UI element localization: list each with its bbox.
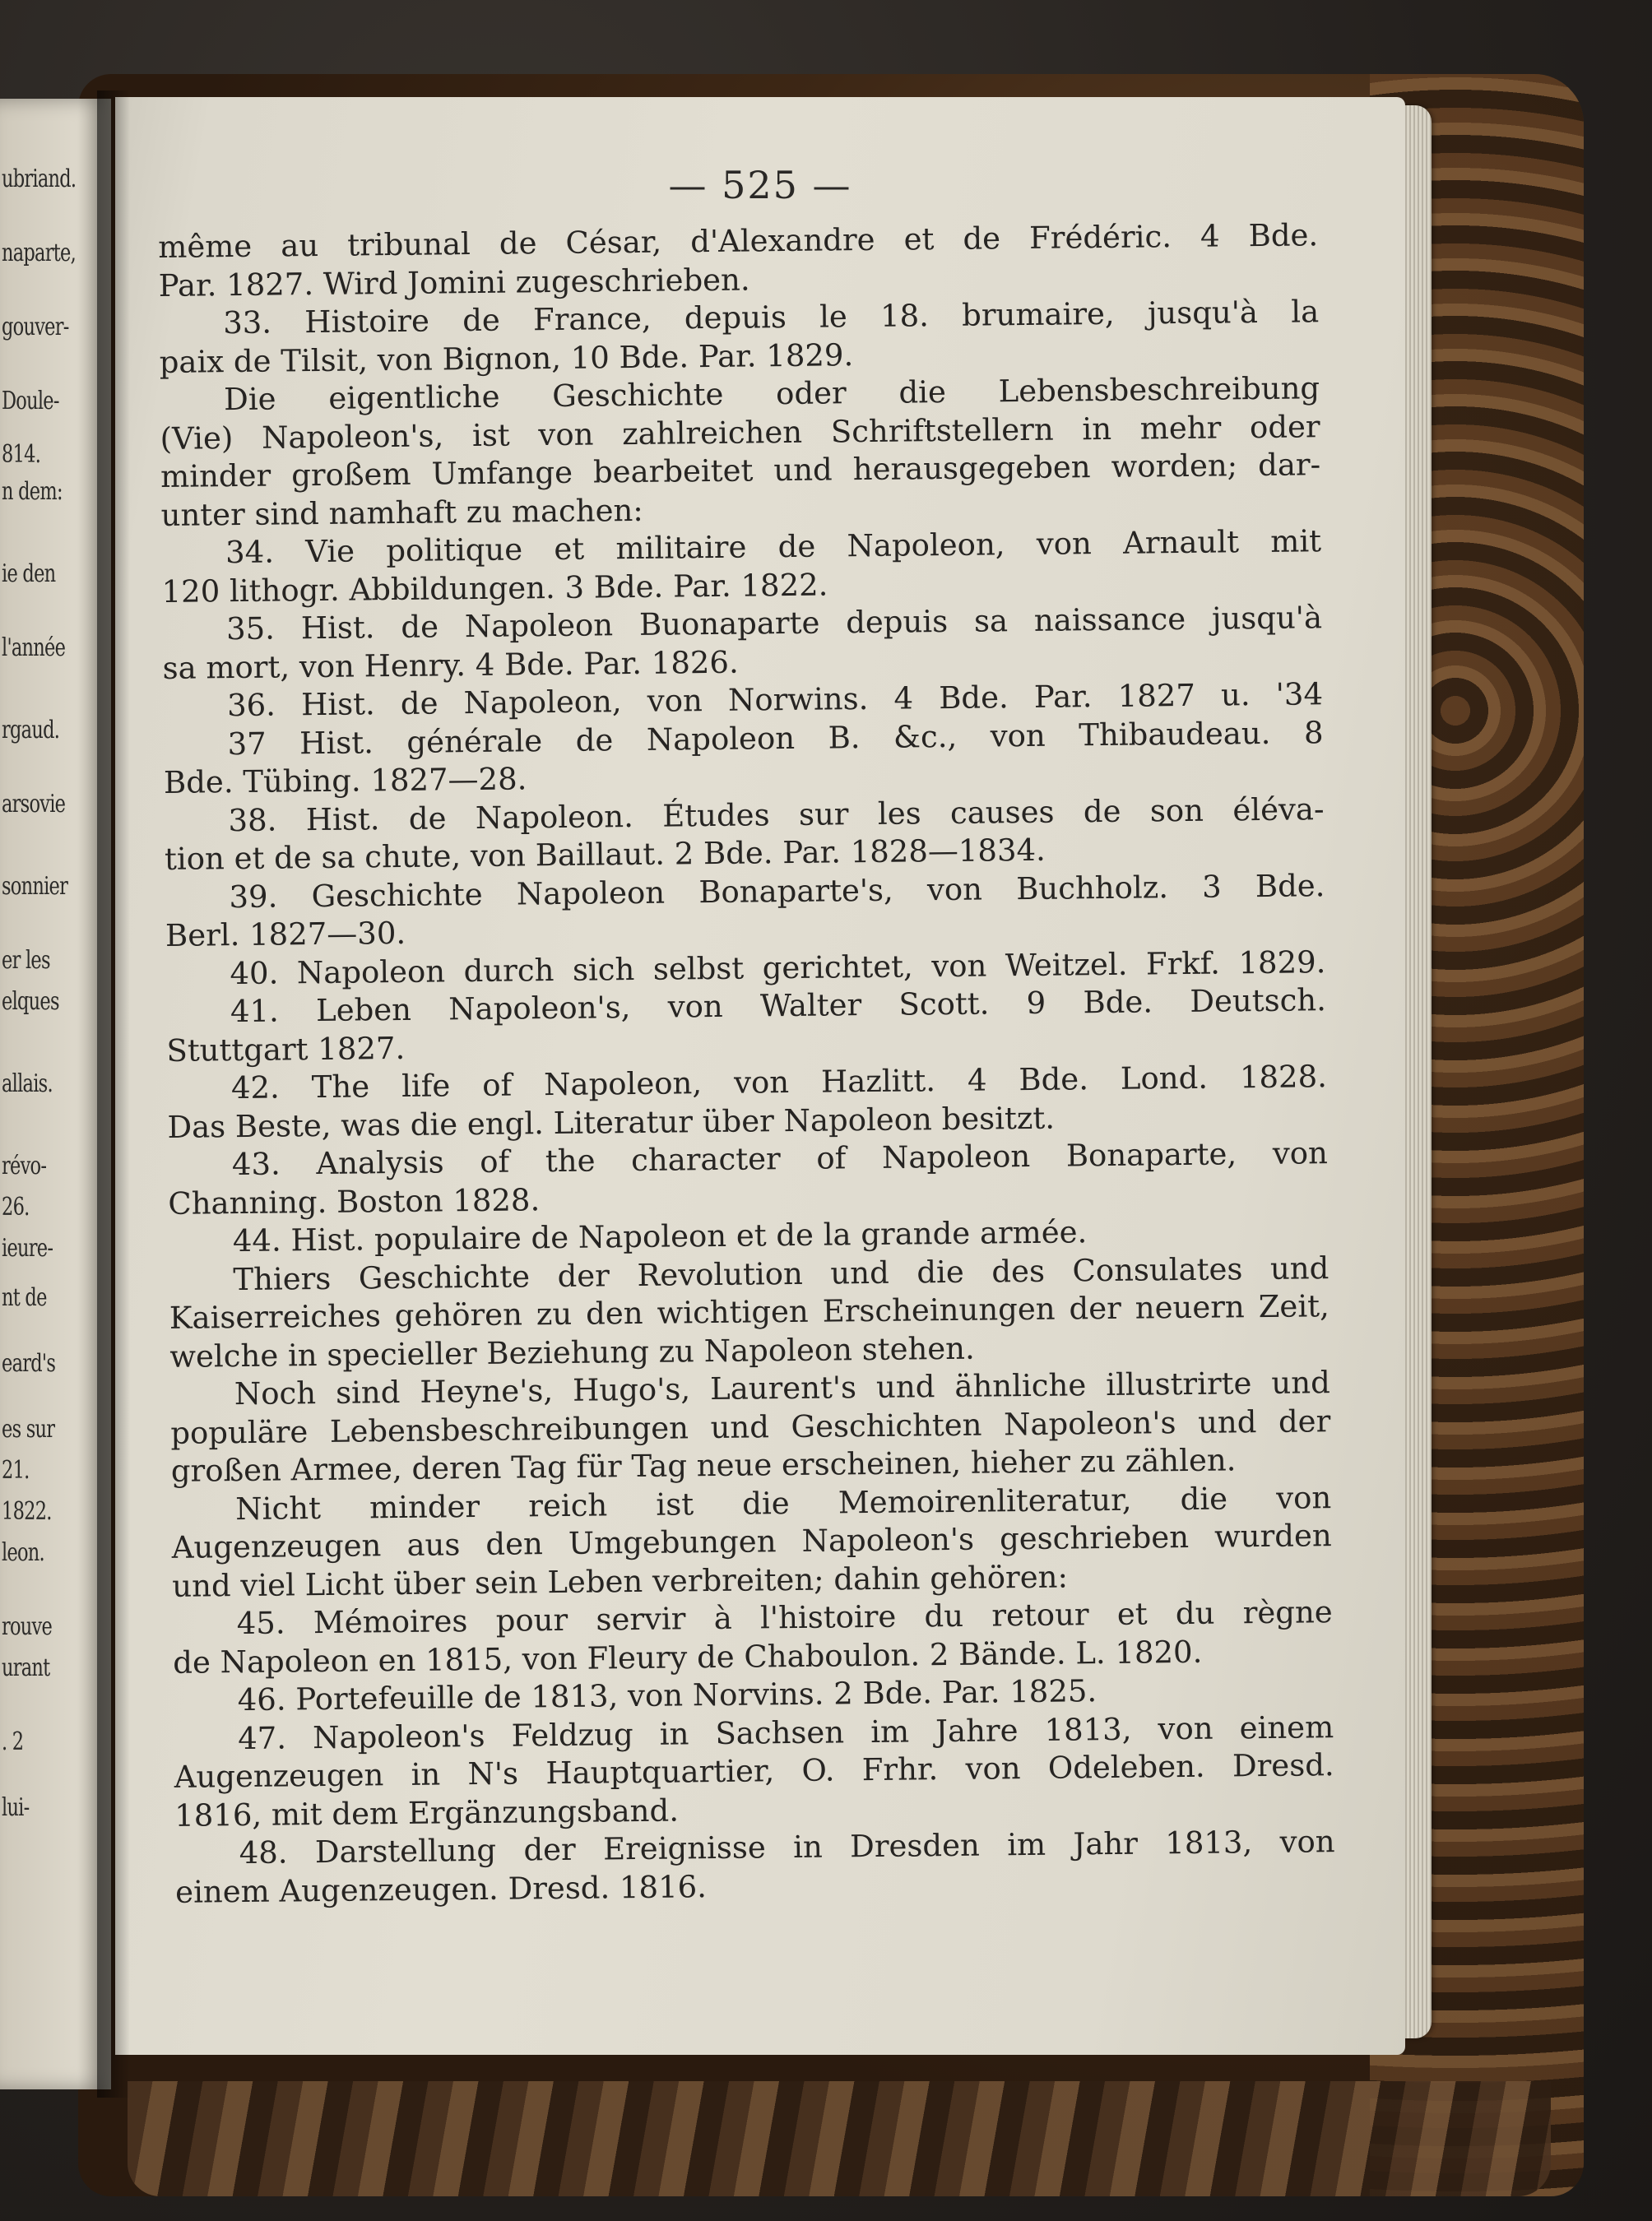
text-line: Augenzeugen aus den Umgebungen Napoleon's geschrieben wurden: [171, 1518, 1332, 1565]
text-line: welche in specieller Beziehung zu Napoleon stehen.: [169, 1330, 975, 1375]
text-line: Die eigentliche Geschichte oder die Lebensbeschreibung: [223, 370, 1320, 418]
text-line: großen Armee, deren Tag für Tag neue erscheinen, hieher zu zählen.: [170, 1442, 1237, 1489]
left-page-text-fragment: eard's: [2, 1349, 56, 1378]
text-line: populäre Lebensbeschreibungen und Geschichten Napoleon's und der: [170, 1403, 1331, 1451]
left-page-text-fragment: naparte,: [2, 239, 76, 267]
left-page-text-fragment: 1822.: [2, 1497, 52, 1526]
text-line: même au tribunal de César, d'Alexandre et de Frédéric. 4 Bde.: [158, 217, 1319, 265]
text-line: 34. Vie politique et militaire de Napoleon, von Arnault mit: [225, 523, 1322, 571]
text-line: einem Augenzeugen. Dresd. 1816.: [174, 1868, 708, 1910]
text-line: tion et de sa chute, von Baillaut. 2 Bde. Par. 1828—1834.: [164, 832, 1046, 877]
text-line: Stuttgart 1827.: [166, 1030, 406, 1069]
text-line: 1816, mit dem Ergänzungsband.: [174, 1792, 680, 1834]
text-line: Augenzeugen in N's Hauptquartier, O. Frhr. von Odeleben. Dresd.: [174, 1747, 1334, 1795]
left-page-text-fragment: leon.: [2, 1538, 44, 1567]
left-page-text-fragment: . 2: [2, 1727, 24, 1756]
text-line: Das Beste, was die engl. Literatur über Napoleon besitzt.: [167, 1100, 1056, 1145]
left-page-text-fragment: l'année: [2, 633, 66, 662]
text-line: 40. Napoleon durch sich selbst gerichtet, von Weitzel. Frkf. 1829.: [230, 944, 1326, 991]
left-page-edge: [0, 99, 111, 2089]
left-page-text-fragment: es sur: [2, 1415, 55, 1444]
text-line: minder großem Umfange bearbeitet und herausgegeben worden; dar-: [160, 447, 1321, 494]
text-line: Noch sind Heyne's, Hugo's, Laurent's und ähnliche illustrirte und: [234, 1365, 1330, 1412]
text-line: 43. Analysis of the character of Napoleon Bonaparte, von: [231, 1135, 1329, 1183]
left-page-text-fragment: nt de: [2, 1283, 47, 1312]
text-line: 44. Hist. populaire de Napoleon et de la grande armée.: [232, 1214, 1088, 1259]
text-line: 38. Hist. de Napoleon. Études sur les causes de son éléva-: [228, 791, 1325, 838]
left-page-text-fragment: ubriand.: [2, 165, 77, 193]
left-page-text-fragment: lui-: [2, 1793, 30, 1822]
text-line: (Vie) Napoleon's, ist von zahlreichen Schriftstellern in mehr oder: [160, 408, 1320, 457]
text-line: Par. 1827. Wird Jomini zugeschrieben.: [158, 261, 750, 304]
text-line: de Napoleon en 1815, von Fleury de Chaboulon. 2 Bände. L. 1820.: [173, 1634, 1203, 1681]
left-page-text-fragment: elques: [2, 987, 59, 1016]
book-page: [115, 97, 1405, 2055]
text-line: 37 Hist. générale de Napoleon B. &c., von Thibaudeau. 8: [227, 714, 1324, 762]
left-page-text-fragment: ieure-: [2, 1234, 53, 1263]
page-number: — 525 —: [668, 163, 852, 207]
left-page-text-fragment: gouver-: [2, 313, 69, 341]
text-line: Nicht minder reich ist die Memoirenliteratur, die von: [235, 1479, 1332, 1527]
text-line: Channing. Boston 1828.: [168, 1181, 541, 1222]
text-line: 36. Hist. de Napoleon, von Norwins. 4 Bde. Par. 1827 u. '34: [226, 676, 1324, 724]
left-page-text-fragment: 26.: [2, 1193, 30, 1222]
text-line: Thiers Geschichte der Revolution und die des Consulates und: [233, 1250, 1329, 1297]
text-line: Bde. Tübing. 1827—28.: [163, 761, 527, 800]
left-page-text-fragment: sonnier: [2, 872, 68, 901]
text-line: 47. Napoleon's Feldzug in Sachsen im Jahre 1813, von einem: [237, 1709, 1334, 1756]
text-line: 33. Histoire de France, depuis le 18. brumaire, jusqu'à la: [222, 294, 1320, 341]
left-page-text-fragment: urant: [2, 1653, 50, 1682]
left-page-text-fragment: rgaud.: [2, 716, 60, 744]
left-page-text-fragment: arsovie: [2, 790, 66, 818]
left-page-text-fragment: révo-: [2, 1152, 47, 1180]
text-line: 42. The life of Napoleon, von Hazlitt. 4 Bde. Lond. 1828.: [230, 1059, 1328, 1106]
text-line: Kaiserreiches gehören zu den wichtigen Erscheinungen der neuern Zeit,: [169, 1288, 1330, 1336]
left-page-text-fragment: er les: [2, 946, 50, 975]
text-line: 39. Geschichte Napoleon Bonaparte's, von Buchholz. 3 Bde.: [229, 867, 1325, 915]
text-line: Berl. 1827—30.: [165, 915, 406, 953]
left-page-text-fragment: ie den: [2, 559, 56, 588]
text-line: sa mort, von Henry. 4 Bde. Par. 1826.: [162, 644, 739, 686]
text-line: 45. Mémoires pour servir à l'histoire du retour et du règne: [236, 1594, 1333, 1642]
left-page-text-fragment: Doule-: [2, 387, 59, 415]
page-text: [158, 216, 1335, 1912]
text-line: 35. Hist. de Napoleon Buonaparte depuis sa naissance jusqu'à: [225, 600, 1323, 647]
left-page-text-fragment: allais.: [2, 1069, 53, 1098]
left-page-text-fragment: rouve: [2, 1612, 53, 1641]
text-line: 120 lithogr. Abbildungen. 3 Bde. Par. 1822.: [161, 566, 828, 610]
left-page-text-fragment: 814.: [2, 440, 41, 469]
text-line: 46. Portefeuille de 1813, von Norvins. 2 Bde. Par. 1825.: [237, 1673, 1097, 1718]
left-page-text-fragment: 21.: [2, 1456, 30, 1485]
text-line: paix de Tilsit, von Bignon, 10 Bde. Par. 1829.: [159, 336, 854, 380]
book-gutter: [97, 90, 130, 2098]
text-line: unter sind namhaft zu machen:: [160, 492, 643, 533]
left-page-text-fragment: n dem:: [2, 477, 63, 506]
text-line: und viel Licht über sein Leben verbreiten; dahin gehören:: [172, 1559, 1069, 1604]
text-line: 48. Darstellung der Ereignisse in Dresden im Jahr 1813, von: [239, 1824, 1335, 1871]
text-line: 41. Leben Napoleon's, von Walter Scott. 9 Bde. Deutsch.: [230, 982, 1327, 1030]
